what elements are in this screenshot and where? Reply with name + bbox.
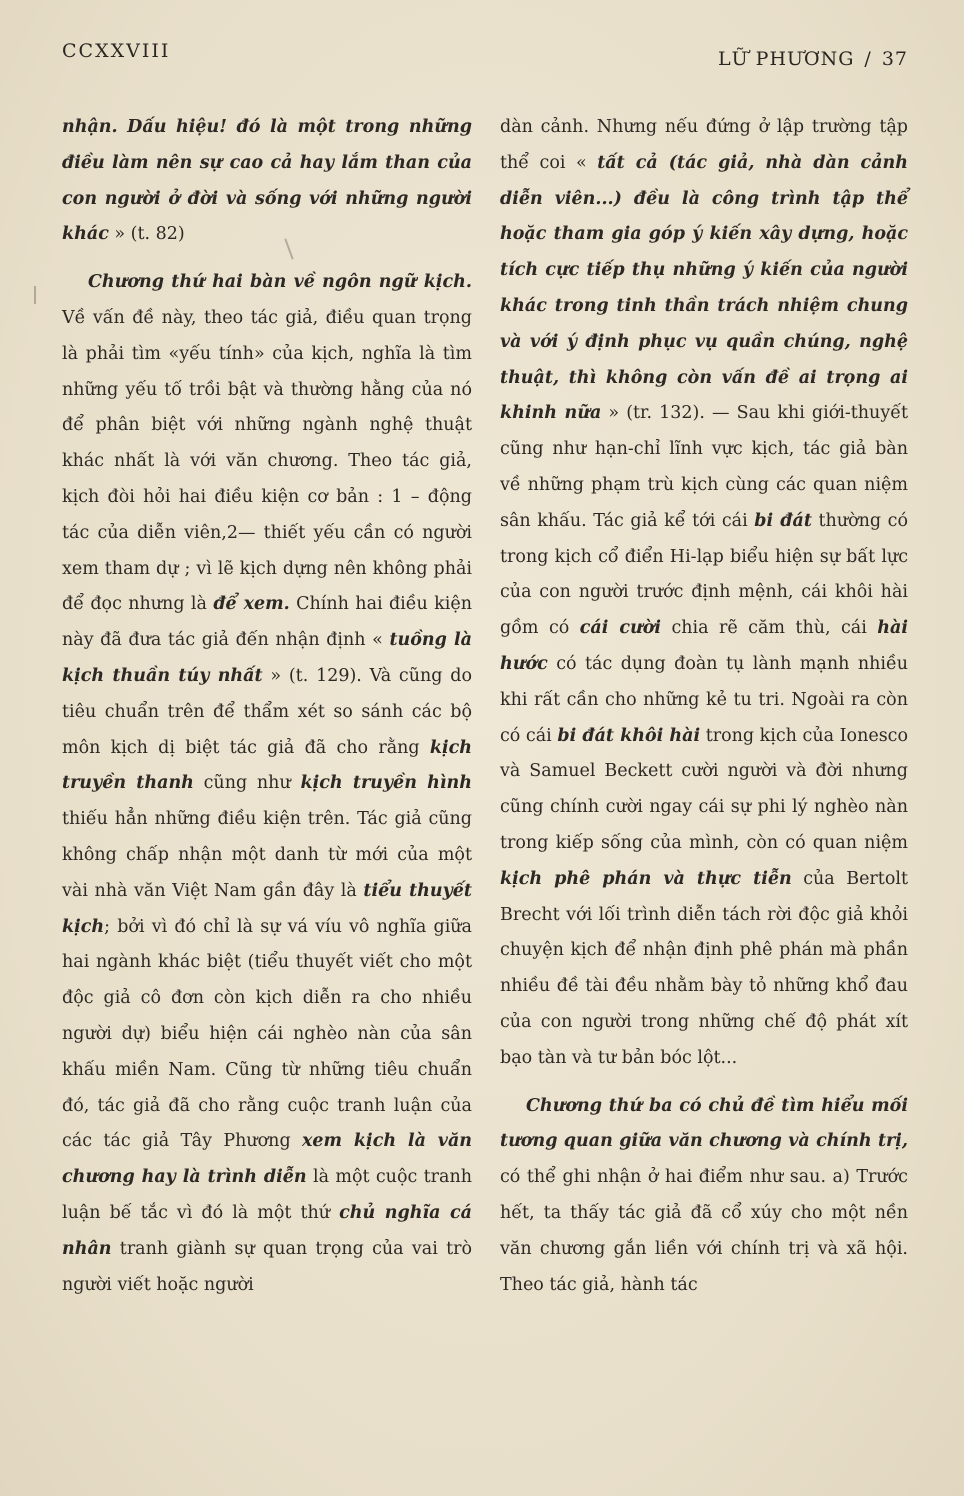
italic-run: nhận. Dấu hiệu! đó là một trong những điều làm nên sự cao cả hay lắm than của con người ở đời và sống với những người khác — [62, 117, 472, 245]
header-separator: / — [864, 48, 872, 70]
italic-run: tất cả (tác giả, nhà dàn cảnh diễn viên...) đều là công trình tập thể hoặc tham gia góp ý kiến xây dựng, hoặc tích cực tiếp thụ những ý kiến của người khác trong tinh thần trách nhiệm chung và với ý định phục vụ quần chúng, nghệ thuật, thì không còn vấn đề ai trọng ai khinh nữa — [500, 152, 908, 424]
text-run: dàn cảnh. Nhưng nếu đứng ở lập trường tập thể coi « — [500, 117, 908, 173]
right-paragraph-2 — [500, 1089, 908, 1304]
page-number: 37 — [881, 48, 908, 70]
text-run: trong kịch của Ionesco và Samuel Beckett cười người và đời nhưng cũng chính cười ngay cái sự phi lý nghèo nàn trong kiếp sống của mình, còn có quan niệm — [500, 725, 909, 853]
pencil-mark — [34, 286, 36, 304]
left-paragraph-1 — [62, 110, 472, 253]
italic-run: kịch truyền thanh — [62, 737, 472, 794]
italic-run: Chương thứ hai bàn về ngôn ngữ kịch. — [88, 272, 472, 293]
text-run: Chính hai điều kiện này đã đưa tác giả đến nhận định « — [62, 594, 473, 651]
text-run: Về vấn đề này, theo tác giả, điều quan trọng là phải tìm «yếu tính» của kịch, nghĩa là tìm những yếu tố trồi bật và thường hằng của nó để phân biệt với những ngành nghệ thuật khác nhất là với văn chương. Theo tác giả, kịch đòi hỏi hai điều kiện cơ bản : 1 – động tác của diễn viên,2— thiết yếu cần có người xem tham dự ; vì lẽ kịch dựng nên không phải để đọc nhưng là — [62, 307, 472, 615]
italic-run: bi đát — [754, 510, 812, 531]
italic-run: kịch truyền hình — [300, 773, 472, 794]
text-run: là một cuộc tranh luận bế tắc vì đó là một thứ — [62, 1167, 472, 1223]
text-run: » (tr. 132). — Sau khi giới-thuyết cũng như hạn-chỉ lĩnh vực kịch, tác giả bàn về những phạm trù kịch cùng các quan niệm sân khấu. Tác giả kể tới cái — [500, 403, 908, 531]
italic-run: kịch phê phán và thực tiễn — [500, 868, 792, 889]
italic-run: hài hước — [500, 618, 908, 674]
italic-run: tuồng là kịch thuần túy nhất — [62, 630, 472, 686]
left-column — [62, 110, 472, 1303]
italic-run: để xem. — [213, 594, 290, 615]
text-run: » (t. 129). Và cũng do tiêu chuẩn trên để thẩm xét so sánh các bộ môn kịch dị biệt tác giả đã cho rằng — [62, 665, 472, 758]
text-run: tranh giành sự quan trọng của vai trò người viết hoặc người — [62, 1238, 472, 1295]
right-column — [500, 110, 908, 1303]
text-run: ; bởi vì đó chỉ là sự vá víu vô nghĩa giữa hai ngành khác biệt (tiểu thuyết viết cho một độc giả cô đơn còn kịch diễn ra cho nhiều người dự) biểu hiện cái nghèo nàn của sân khấu miền Nam. Cũng từ những tiêu chuẩn đó, tác giả đã cho rằng cuộc tranh luận của các tác giả Tây Phương — [62, 916, 472, 1152]
italic-run: bi đát khôi hài — [557, 725, 701, 746]
section-label: CCXXVIII — [62, 40, 171, 62]
text-run: có thể ghi nhận ở hai điểm như sau. a) Trước hết, ta thấy tác giả đã cổ xúy cho một nền văn chương gắn liền với chính trị và xã hội. Theo tác giả, hành tác — [500, 1167, 908, 1295]
author-name: LỮ PHƯƠNG — [717, 48, 855, 70]
italic-run: Chương thứ ba có chủ đề tìm hiểu mối tương quan giữa văn chương và chính trị, — [500, 1095, 908, 1152]
text-run: thường có trong kịch cổ điển Hi-lạp biểu hiện sự bất lực của con người trước định mệnh, cái khôi hài gồm có — [500, 510, 909, 639]
italic-run: tiểu thuyết kịch — [62, 880, 472, 937]
italic-run: xem kịch là văn chương hay là trình diễn — [62, 1131, 473, 1188]
page-header — [62, 40, 908, 80]
italic-run: cái cười — [579, 618, 662, 639]
running-head — [718, 48, 908, 70]
italic-run: chủ nghĩa cá nhân — [62, 1202, 472, 1259]
text-run: cũng như — [193, 773, 301, 794]
text-run: thiếu hẳn những điều kiện trên. Tác giả cũng không chấp nhận một danh từ mới của một vài nhà văn Việt Nam gần đây là — [62, 809, 472, 901]
left-paragraph-2 — [62, 265, 472, 1303]
right-paragraph-1 — [500, 110, 908, 1077]
text-run: của Bertolt Brecht với lối trình diễn tách rời độc giả khỏi chuyện kịch để nhận định phê phán mà phần nhiều đề tài đều nhằm bày tỏ những khổ đau của con người trong những chế độ phát xít bạo tàn và tư bản bóc lột... — [500, 868, 908, 1068]
text-run: » (t. 82) — [108, 224, 185, 245]
text-run: chia rẽ căm thù, cái — [661, 618, 878, 639]
text-run: có tác dụng đoàn tụ lành mạnh nhiều khi rất cần cho những kẻ tu tri. Ngoài ra còn có cái — [500, 653, 908, 746]
